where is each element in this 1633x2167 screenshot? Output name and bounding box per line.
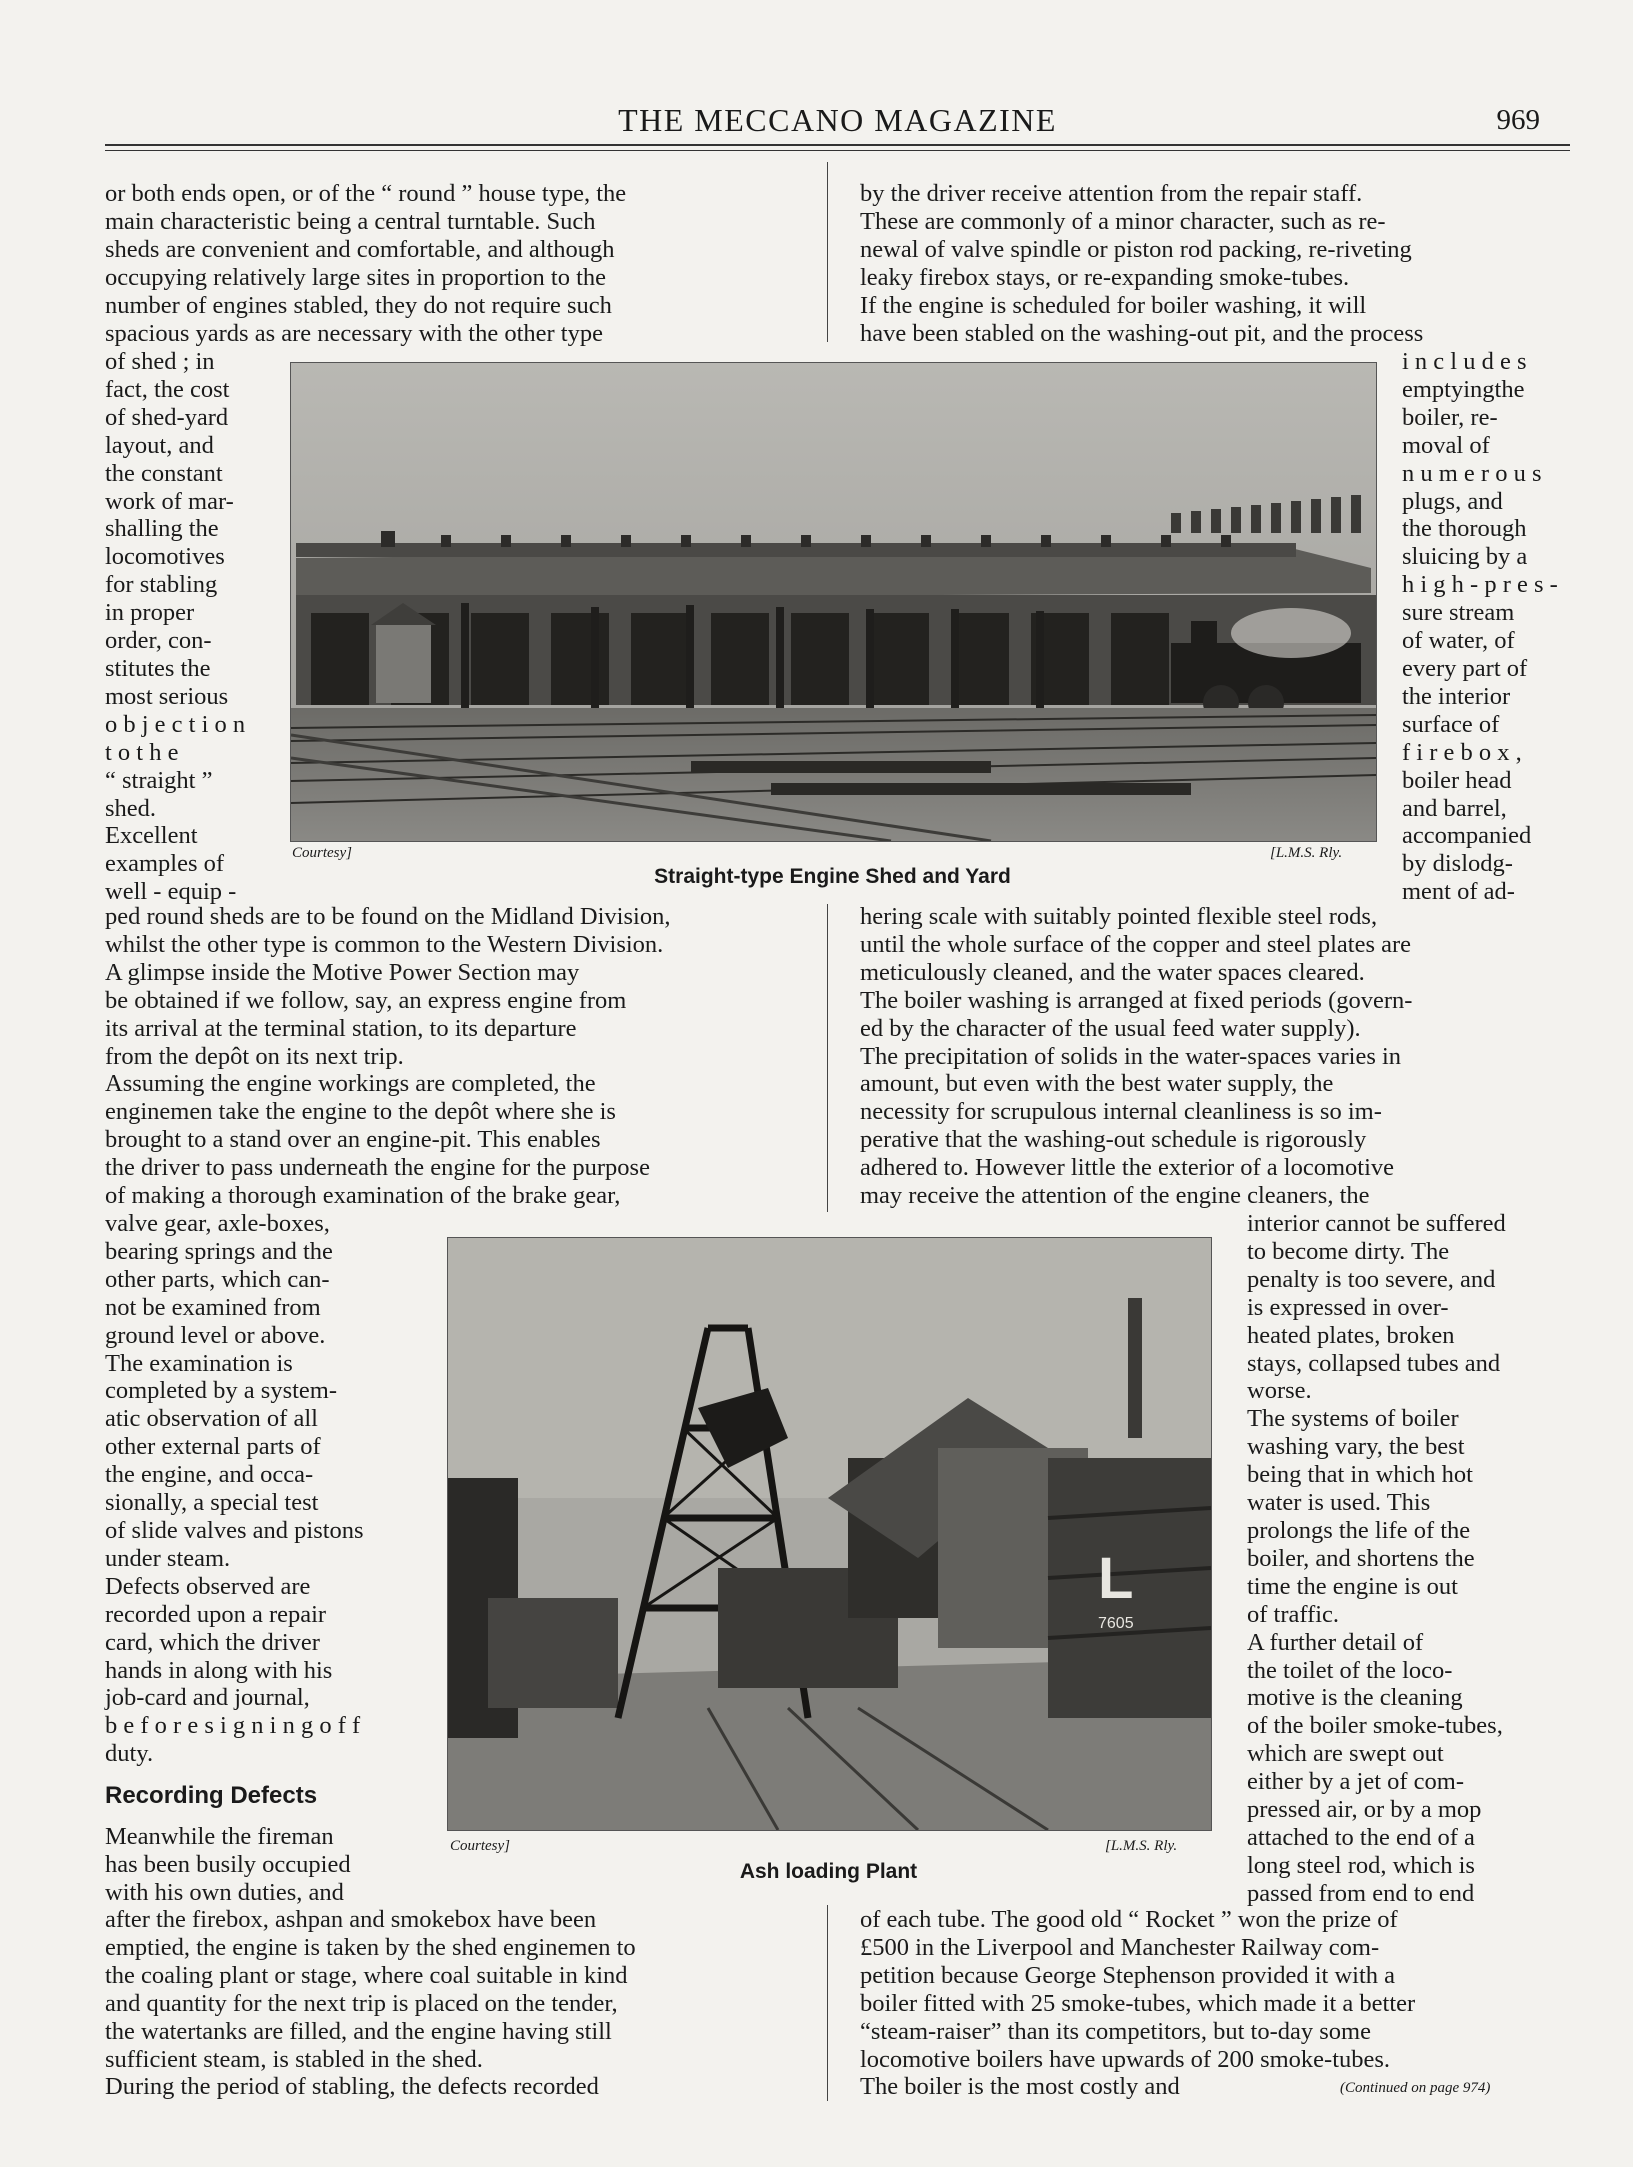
text-line: emptied, the engine is taken by the shed enginemen to — [105, 1933, 636, 1961]
text-line: or both ends open, or of the “ round ” house type, the — [105, 180, 627, 207]
text-line: locomotive boilers have upwards of 200 smoke-tubes. — [860, 2045, 1391, 2073]
text-line: pressed air, or by a mop — [1247, 1796, 1482, 1824]
text-line: number of engines stabled, they do not require such — [105, 291, 612, 319]
text-line: sure stream — [1402, 599, 1515, 627]
text-line: by dislodg- — [1402, 850, 1513, 878]
text-line: may receive the attention of the engine cleaners, the — [860, 1182, 1370, 1210]
text-line: necessity for scrupulous internal cleanliness is so im- — [860, 1098, 1382, 1126]
text-line: penalty is too severe, and — [1247, 1265, 1496, 1293]
text-line: ment of ad- — [1402, 878, 1515, 906]
text-line: prolongs the life of the — [1247, 1516, 1471, 1544]
text-line: boiler fitted with 25 smoke-tubes, which made it a better — [860, 1989, 1416, 2017]
text-line: water is used. This — [1247, 1489, 1431, 1517]
text-line: and barrel, — [1402, 794, 1507, 822]
text-line: being that in which hot — [1247, 1461, 1473, 1489]
text-line: examples of — [105, 850, 225, 878]
text-line: spacious yards as are necessary with the other type — [105, 319, 603, 347]
text-line: The boiler washing is arranged at fixed periods (govern- — [860, 986, 1413, 1014]
column-divider-mid — [827, 904, 828, 1212]
text-line: time the engine is out — [1247, 1572, 1458, 1600]
ash-loading-photo — [447, 1237, 1212, 1831]
text-line: either by a jet of com- — [1247, 1768, 1465, 1796]
text-line: most serious — [105, 682, 229, 710]
left-column-top — [105, 180, 800, 347]
text-line: be obtained if we follow, say, an express engine from — [105, 986, 627, 1014]
text-line: of the boiler smoke-tubes, — [1247, 1712, 1503, 1740]
text-line: plugs, and — [1402, 487, 1503, 515]
photo-credit-right: [L.M.S. Rly. — [1270, 845, 1343, 861]
wagon-number: 7605 — [1098, 1615, 1134, 1632]
page-header — [105, 100, 1570, 140]
text-line: layout, and — [105, 431, 214, 459]
text-line: occupying relatively large sites in proportion to the — [105, 263, 606, 291]
text-line: Assuming the engine workings are completed, the — [105, 1070, 596, 1098]
text-line: Excellent — [105, 822, 198, 850]
text-line: “ straight ” — [105, 766, 213, 794]
text-line: other parts, which can- — [105, 1265, 330, 1293]
text-line: has been busily occupied — [105, 1850, 351, 1878]
text-line: with his own duties, and — [105, 1878, 344, 1906]
text-line: the coaling plant or stage, where coal suitable in kind — [105, 1961, 628, 1989]
text-line: recorded upon a repair — [105, 1600, 327, 1628]
text-line: duty. — [105, 1740, 154, 1768]
left-narrow-column — [105, 348, 265, 906]
text-line: every part of — [1402, 654, 1528, 682]
photo-credit-left: Courtesy] — [450, 1838, 510, 1854]
text-line: work of mar- — [105, 487, 234, 515]
text-line: is expressed in over- — [1247, 1293, 1449, 1321]
text-line: under steam. — [105, 1544, 231, 1572]
text-line: which are swept out — [1247, 1740, 1444, 1768]
text-line: after the firebox, ashpan and smokebox have been — [105, 1906, 597, 1933]
text-line: Meanwhile the fireman — [105, 1823, 334, 1850]
text-line: and quantity for the next trip is placed on the tender, — [105, 1989, 618, 2017]
text-line: interior cannot be suffered — [1247, 1210, 1506, 1237]
text-line: have been stabled on the washing-out pit, and the process — [860, 319, 1424, 347]
text-line: until the whole surface of the copper and steel plates are — [860, 930, 1412, 958]
text-line: emptyingthe — [1402, 375, 1525, 403]
column-divider-top — [827, 162, 828, 342]
text-line: The boiler is the most costly and — [860, 2073, 1180, 2101]
text-line: perative that the washing-out schedule is rigorously — [860, 1126, 1367, 1154]
wagon-letter: L — [1098, 1546, 1134, 1611]
text-line: boiler, and shortens the — [1247, 1544, 1475, 1572]
text-line: locomotives — [105, 543, 225, 571]
text-line: atic observation of all — [105, 1405, 318, 1433]
text-line: fact, the cost — [105, 375, 230, 403]
right-narrow-column — [1402, 348, 1562, 906]
text-line: passed from end to end — [1247, 1879, 1475, 1907]
section-heading: Recording Defects — [105, 1782, 318, 1809]
text-line: stays, collapsed tubes and — [1247, 1349, 1501, 1377]
text-line: well - equip - — [105, 878, 237, 906]
text-line: worse. — [1247, 1377, 1312, 1405]
photo-caption: Straight-type Engine Shed and Yard — [654, 865, 1011, 888]
text-line: of slide valves and pistons — [105, 1516, 364, 1544]
text-line: h i g h - p r e s - — [1402, 571, 1558, 599]
text-line: meticulously cleaned, and the water spaces cleared. — [860, 958, 1365, 986]
text-line: ground level or above. — [105, 1321, 326, 1349]
text-line: o b j e c t i o n — [105, 710, 246, 738]
text-line: for stabling — [105, 571, 218, 599]
ash-loading-illustration — [448, 1238, 1211, 1830]
text-line: brought to a stand over an engine-pit. This enables — [105, 1126, 601, 1154]
text-line: motive is the cleaning — [1247, 1684, 1463, 1712]
text-line: job-card and journal, — [105, 1684, 310, 1712]
text-line: order, con- — [105, 627, 212, 655]
text-line: the engine, and occa- — [105, 1461, 314, 1489]
text-line: amount, but even with the best water supply, the — [860, 1070, 1334, 1098]
photo-credit-left: Courtesy] — [292, 845, 352, 861]
text-line: of making a thorough examination of the brake gear, — [105, 1182, 621, 1210]
text-line: A glimpse inside the Motive Power Section may — [105, 958, 580, 986]
text-line: heated plates, broken — [1247, 1321, 1455, 1349]
text-line: accompanied — [1402, 822, 1532, 850]
right-column-top — [860, 180, 1557, 347]
text-line: the interior — [1402, 682, 1511, 710]
text-line: leaky firebox stays, or re-expanding smoke-tubes. — [860, 263, 1350, 291]
text-line: not be examined from — [105, 1293, 321, 1321]
header-rule — [105, 144, 1570, 146]
text-line: boiler head — [1402, 766, 1512, 794]
text-line: shed. — [105, 794, 157, 822]
text-line: attached to the end of a — [1247, 1823, 1475, 1851]
text-line: completed by a system- — [105, 1377, 338, 1405]
left-column-middle — [105, 903, 800, 1210]
text-line: long steel rod, which is — [1247, 1851, 1475, 1879]
text-line: hering scale with suitably pointed flexible steel rods, — [860, 903, 1378, 930]
text-line: ed by the character of the usual feed water supply). — [860, 1014, 1361, 1042]
text-line: of traffic. — [1247, 1600, 1340, 1628]
right-column-bottom — [860, 1906, 1557, 2101]
text-line: from the depôt on its next trip. — [105, 1042, 404, 1070]
text-line: sheds are convenient and comfortable, and although — [105, 235, 615, 263]
left-narrow-column-bottom — [105, 1823, 425, 1907]
magazine-title: THE MECCANO MAGAZINE — [618, 102, 1057, 138]
text-line: whilst the other type is common to the Western Division. — [105, 930, 664, 958]
text-line: shalling the — [105, 515, 219, 543]
text-line: the constant — [105, 459, 223, 487]
text-line: moval of — [1402, 431, 1490, 459]
engine-shed-photo — [290, 362, 1377, 842]
text-line: The examination is — [105, 1349, 293, 1377]
text-line: the watertanks are filled, and the engine having still — [105, 2017, 612, 2045]
engine-shed-illustration — [291, 363, 1376, 841]
text-line: ped round sheds are to be found on the Midland Division, — [105, 903, 671, 930]
text-line: f i r e b o x , — [1402, 738, 1522, 766]
text-line: in proper — [105, 599, 195, 627]
text-line: b e f o r e s i g n i n g o f f — [105, 1712, 361, 1740]
text-line: of shed-yard — [105, 403, 229, 431]
text-line: by the driver receive attention from the repair staff. — [860, 180, 1363, 207]
left-column-bottom — [105, 1906, 800, 2101]
text-line: card, which the driver — [105, 1628, 320, 1656]
text-line: sluicing by a — [1402, 543, 1528, 571]
text-line: other external parts of — [105, 1433, 321, 1461]
text-line: the toilet of the loco- — [1247, 1656, 1453, 1684]
photo-caption: Ash loading Plant — [739, 1860, 918, 1883]
text-line: the driver to pass underneath the engine for the purpose — [105, 1154, 650, 1182]
text-line: “steam-raiser” than its competitors, but to-day some — [860, 2017, 1371, 2045]
text-line: enginemen take the engine to the depôt where she is — [105, 1098, 616, 1126]
text-line: £500 in the Liverpool and Manchester Railway com- — [860, 1933, 1380, 1961]
text-line: stitutes the — [105, 654, 211, 682]
text-line: valve gear, axle-boxes, — [105, 1210, 330, 1237]
text-line: newal of valve spindle or piston rod packing, re-riveting — [860, 235, 1412, 263]
text-line: sufficient steam, is stabled in the shed. — [105, 2045, 483, 2073]
text-line: The precipitation of solids in the water-spaces varies in — [860, 1042, 1402, 1070]
right-column-middle — [860, 903, 1557, 1210]
page-number: 969 — [1496, 104, 1540, 136]
text-line: its arrival at the terminal station, to its departure — [105, 1014, 577, 1042]
text-line: of water, of — [1402, 627, 1515, 655]
photo-credit-right: [L.M.S. Rly. — [1105, 1838, 1178, 1854]
text-line: washing vary, the best — [1247, 1433, 1465, 1461]
text-line: sionally, a special test — [105, 1489, 319, 1517]
text-line: hands in along with his — [105, 1656, 333, 1684]
text-line: t o t h e — [105, 738, 179, 766]
text-line: These are commonly of a minor character, such as re- — [860, 207, 1386, 235]
right-narrow-column-lower — [1247, 1210, 1562, 1908]
text-line: boiler, re- — [1402, 403, 1498, 431]
text-line: adhered to. However little the exterior of a locomotive — [860, 1154, 1395, 1182]
text-line: of each tube. The good old “ Rocket ” won the prize of — [860, 1906, 1398, 1933]
text-line: main characteristic being a central turntable. Such — [105, 207, 596, 235]
continued-note: (Continued on page 974) — [1340, 2080, 1491, 2096]
text-line: n u m e r o u s — [1402, 459, 1542, 487]
text-line: surface of — [1402, 710, 1500, 738]
text-line: A further detail of — [1247, 1628, 1424, 1656]
text-line: If the engine is scheduled for boiler washing, it will — [860, 291, 1367, 319]
left-narrow-column-lower — [105, 1210, 425, 1768]
text-line: of shed ; in — [105, 348, 215, 375]
text-line: bearing springs and the — [105, 1237, 333, 1265]
text-line: to become dirty. The — [1247, 1237, 1450, 1265]
header-rule-thin — [105, 150, 1570, 151]
text-line: During the period of stabling, the defects recorded — [105, 2073, 599, 2101]
text-line: i n c l u d e s — [1402, 348, 1527, 375]
column-divider-bottom — [827, 1905, 828, 2101]
text-line: The systems of boiler — [1247, 1405, 1459, 1433]
text-line: the thorough — [1402, 515, 1527, 543]
text-line: petition because George Stephenson provided it with a — [860, 1961, 1396, 1989]
text-line: Defects observed are — [105, 1572, 311, 1600]
